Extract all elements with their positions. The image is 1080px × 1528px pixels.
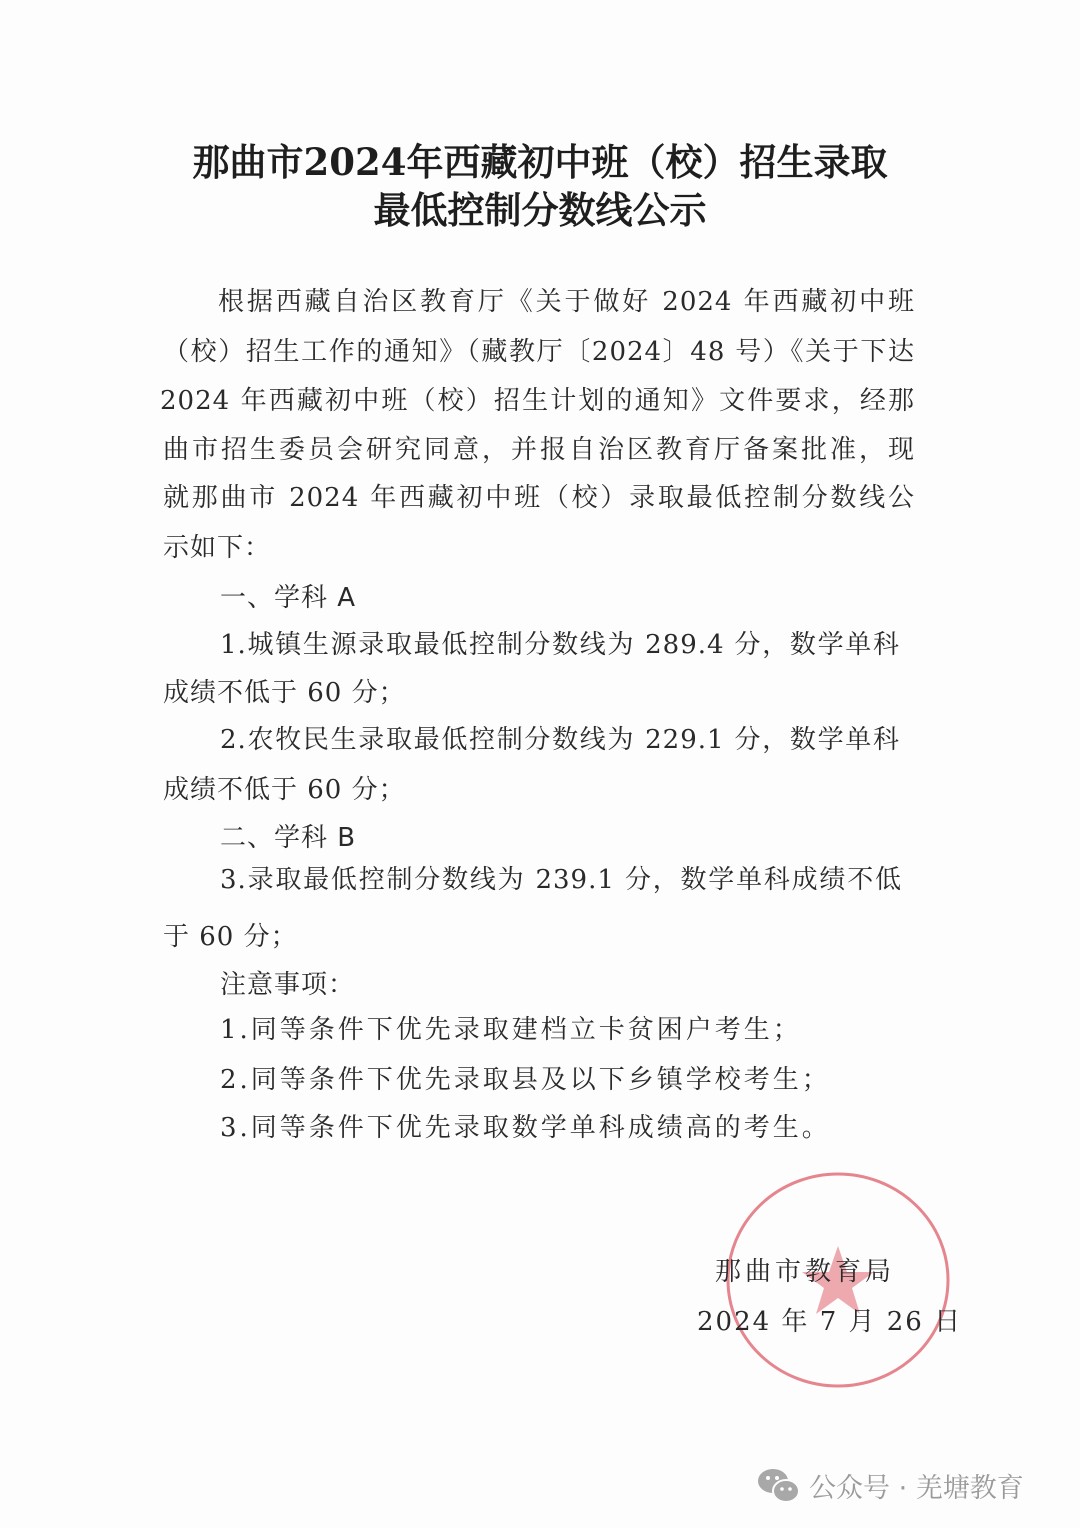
section-a-heading: 一、学科 A [220,583,357,613]
issue-date: 2024 年 7 月 26 日 [697,1307,963,1337]
note-item: 1.同等条件下优先录取建档立卡贫困户考生； [220,1015,802,1045]
watermark [757,1466,1024,1505]
intro-line: 曲市招生委员会研究同意，并报自治区教育厅备案批准，现 [163,435,915,465]
section-b-item-3: 3.录取最低控制分数线为 239.1 分，数学单科成绩不低 [220,865,902,895]
section-b-heading: 二、学科 B [220,823,357,853]
intro-line: 示如下： [163,533,272,563]
section-a-item-1-cont: 成绩不低于 60 分； [163,678,406,708]
document-title-line-1: 那曲市2024年西藏初中班（校）招生录取 [192,140,888,184]
section-a-item-1: 1.城镇生源录取最低控制分数线为 289.4 分，数学单科 [220,630,900,660]
intro-line: 2024 年西藏初中班（校）招生计划的通知》文件要求，经那 [160,386,915,416]
issuer-name: 那曲市教育局 [715,1257,896,1287]
wechat-icon [757,1467,801,1505]
document-title-line-2: 最低控制分数线公示 [373,188,707,232]
note-item: 2.同等条件下优先录取县及以下乡镇学校考生； [220,1065,831,1095]
note-item: 3.同等条件下优先录取数学单科成绩高的考生。 [220,1113,831,1143]
section-a-item-2-cont: 成绩不低于 60 分； [163,775,406,805]
section-a-item-2: 2.农牧民生录取最低控制分数线为 229.1 分，数学单科 [220,725,900,755]
section-b-item-3-cont: 于 60 分； [163,922,298,952]
watermark-label: 公众号 · 羌塘教育 [809,1473,1024,1504]
intro-line: （校）招生工作的通知》（藏教厅〔2024〕48 号）《关于下达 [163,337,915,367]
intro-line: 根据西藏自治区教育厅《关于做好 2024 年西藏初中班 [218,287,915,317]
notes-heading: 注意事项： [220,970,356,1000]
intro-line: 就那曲市 2024 年西藏初中班（校）录取最低控制分数线公 [163,483,915,513]
